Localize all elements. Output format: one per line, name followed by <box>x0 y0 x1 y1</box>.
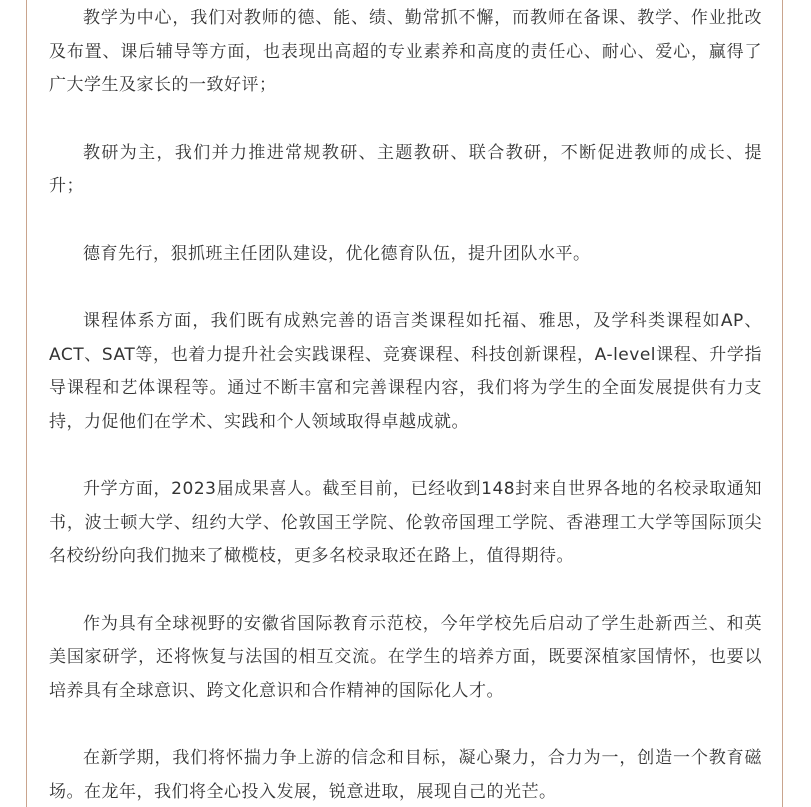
paragraph-global-vision: 作为具有全球视野的安徽省国际教育示范校，今年学校先后启动了学生赴新西兰、和英美国家研学，还将恢复与法国的相互交流。在学生的培养方面，既要深植家国情怀，也要以培养具有全球意识、跨文化意识和合作精神的国际化人才。 <box>49 613 762 701</box>
paragraph-curriculum: 课程体系方面，我们既有成熟完善的语言类课程如托福、雅思，及学科类课程如AP、ACT、SAT等，也着力提升社会实践课程、竞赛课程、科技创新课程，A-level课程、升学指导课程和艺体课程等。通过不断丰富和完善课程内容，我们将为学生的全面发展提供有力支持，力促他们在学术、实践和个人领域取得卓越成就。 <box>49 311 762 432</box>
paragraph-admissions: 升学方面，2023届成果喜人。截至目前，已经收到148封来自世界各地的名校录取通知书，波士顿大学、纽约大学、伦敦国王学院、伦敦帝国理工学院、香港理工大学等国际顶尖名校纷纷向我们抛来了橄榄枝，更多名校录取还在路上，值得期待。 <box>49 479 762 566</box>
paragraph-moral-education: 德育先行，狠抓班主任团队建设，优化德育队伍，提升团队水平。 <box>83 243 591 264</box>
paragraph-new-semester: 在新学期，我们将怀揣力争上游的信念和目标，凝心聚力，合力为一，创造一个教育磁场。在龙年，我们将全心投入发展，锐意进取，展现自己的光芒。 <box>49 748 762 802</box>
paragraph-research: 教研为主，我们并力推进常规教研、主题教研、联合教研，不断促进教师的成长、提升； <box>49 142 762 196</box>
paragraph-teaching: 教学为中心，我们对教师的德、能、绩、勤常抓不懈，而教师在备课、教学、作业批改及布置、课后辅导等方面，也表现出高超的专业素养和高度的责任心、耐心、爱心，赢得了广大学生及家长的一致好评； <box>49 8 762 95</box>
article-body <box>26 0 783 807</box>
